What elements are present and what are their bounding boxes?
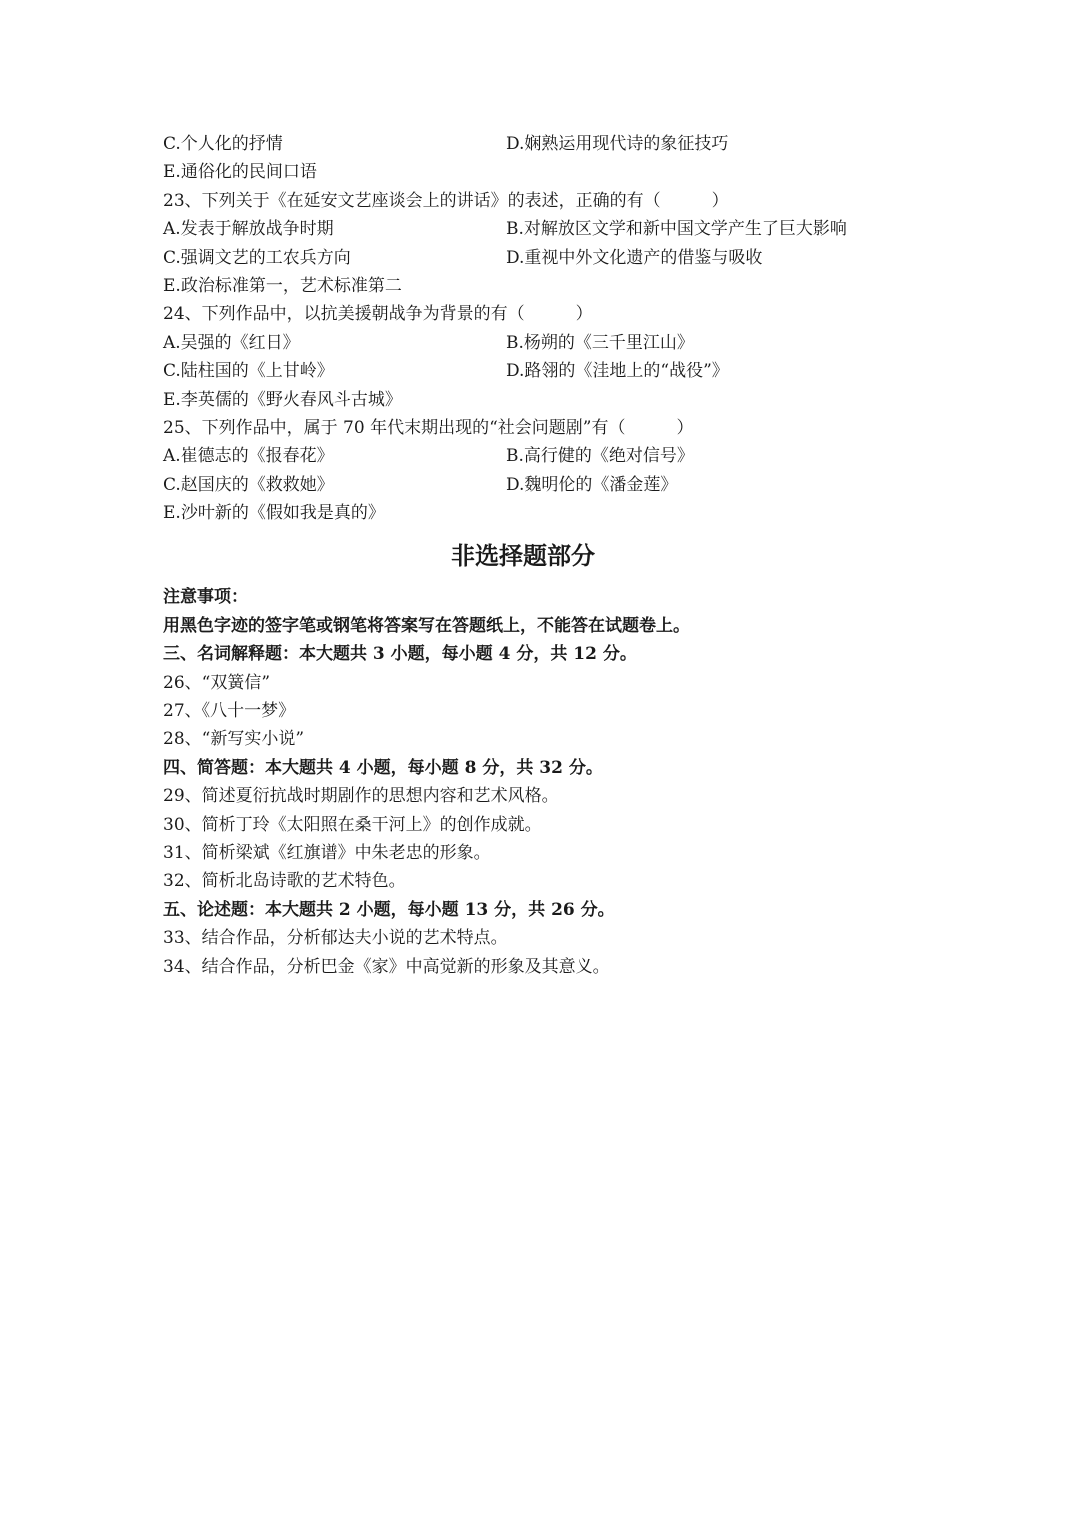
question-item: 31、简析梁斌《红旗谱》中朱老忠的形象。 xyxy=(163,842,491,863)
q23-option-d: D.重视中外文化遗产的借鉴与吸收 xyxy=(506,247,763,268)
notice-title: 注意事项： xyxy=(163,587,248,608)
section3-title: 三、名词解释题：本大题共 3 小题，每小题 4 分，共 12 分。 xyxy=(163,644,637,665)
q24-option-e: E.李英儒的《野火春风斗古城》 xyxy=(163,389,402,410)
q25-options-row-cd xyxy=(163,471,923,499)
q25-options-row-ab xyxy=(163,442,923,470)
question-item: 34、结合作品，分析巴金《家》中高觉新的形象及其意义。 xyxy=(163,956,610,977)
question-item: 26、“双簧信” xyxy=(163,672,271,693)
q24-options-row-cd xyxy=(163,357,923,385)
q24-option-c: C.陆柱国的《上甘岭》 xyxy=(163,361,334,382)
q25-option-d: D.魏明伦的《潘金莲》 xyxy=(506,474,678,495)
q22-options-row-cd xyxy=(163,130,923,158)
q23-option-c: C.强调文艺的工农兵方向 xyxy=(163,247,351,268)
q23-options-row-cd xyxy=(163,244,923,272)
q24-stem: 24、下列作品中，以抗美援朝战争为背景的有（ ） xyxy=(163,304,593,325)
q25-option-c: C.赵国庆的《救救她》 xyxy=(163,474,334,495)
section-heading: 非选择题部分 xyxy=(451,542,595,571)
question-item: 30、简析丁玲《太阳照在桑干河上》的创作成就。 xyxy=(163,814,542,835)
q23-option-b: B.对解放区文学和新中国文学产生了巨大影响 xyxy=(506,219,847,240)
question-item: 32、简析北岛诗歌的艺术特色。 xyxy=(163,871,406,892)
q23-option-a: A.发表于解放战争时期 xyxy=(163,219,334,240)
q24-options-row-ab xyxy=(163,329,923,357)
page-content xyxy=(163,130,923,981)
question-item: 33、结合作品，分析郁达夫小说的艺术特点。 xyxy=(163,928,508,949)
q22-option-c: C.个人化的抒情 xyxy=(163,134,283,154)
q23-option-e: E.政治标准第一，艺术标准第二 xyxy=(163,275,402,296)
section5-title: 五、论述题：本大题共 2 小题，每小题 13 分，共 26 分。 xyxy=(163,899,615,920)
q24-option-b: B.杨朔的《三千里江山》 xyxy=(506,332,694,353)
q25-stem: 25、下列作品中，属于 70 年代末期出现的“社会问题剧”有（ ） xyxy=(163,417,694,438)
q22-option-d: D.娴熟运用现代诗的象征技巧 xyxy=(506,134,729,154)
question-item: 28、“新写实小说” xyxy=(163,729,305,750)
notice-text: 用黑色字迹的签字笔或钢笔将答案写在答题纸上，不能答在试题卷上。 xyxy=(163,615,690,636)
section4-title: 四、简答题：本大题共 4 小题，每小题 8 分，共 32 分。 xyxy=(163,757,603,778)
question-item: 27、《八十一梦》 xyxy=(163,701,296,722)
q24-option-a: A.吴强的《红日》 xyxy=(163,332,300,353)
q25-option-a: A.崔德志的《报春花》 xyxy=(163,446,334,467)
q25-option-e: E.沙叶新的《假如我是真的》 xyxy=(163,503,385,524)
q23-options-row-ab xyxy=(163,215,923,243)
q24-option-d: D.路翎的《洼地上的“战役”》 xyxy=(506,361,729,382)
q22-option-e: E.通俗化的民间口语 xyxy=(163,162,317,183)
q23-stem: 23、下列关于《在延安文艺座谈会上的讲话》的表述，正确的有（ ） xyxy=(163,190,729,211)
q25-option-b: B.高行健的《绝对信号》 xyxy=(506,446,694,467)
question-item: 29、简述夏衍抗战时期剧作的思想内容和艺术风格。 xyxy=(163,786,559,807)
